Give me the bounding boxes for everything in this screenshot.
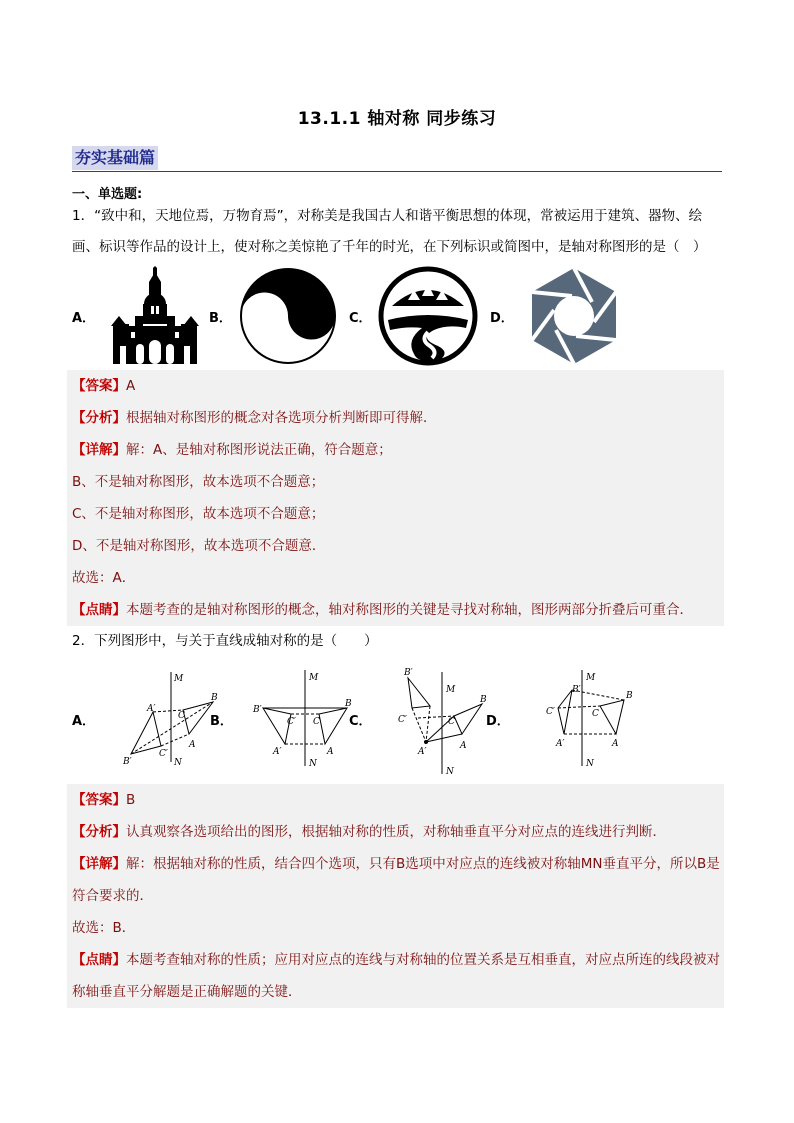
question-1-options bbox=[72, 266, 732, 366]
point-label: C′ bbox=[397, 715, 407, 725]
point-label: C bbox=[312, 717, 320, 727]
point-label: M bbox=[445, 685, 455, 695]
hexagon-aperture-icon bbox=[524, 266, 624, 366]
point-label: C bbox=[178, 711, 185, 721]
answer-value: A bbox=[126, 378, 136, 394]
option-label: D． bbox=[486, 713, 510, 729]
point-label: M bbox=[585, 673, 596, 683]
detail-line: 解：A、是轴对称图形说法正确，符合题意； bbox=[126, 442, 392, 458]
detail-line: D、不是轴对称图形，故本选项不合题意． bbox=[72, 538, 326, 554]
option-label: A． bbox=[72, 713, 96, 729]
section-divider bbox=[72, 171, 722, 172]
detail-tag: 【详解】 bbox=[72, 856, 126, 872]
point-label: B′ bbox=[252, 705, 262, 715]
option-d-figure bbox=[516, 662, 646, 776]
point-label: A′ bbox=[272, 747, 282, 757]
circle-emblem-icon bbox=[378, 266, 478, 366]
option-b-figure bbox=[239, 662, 357, 776]
subsection-heading: 一、单选题: bbox=[72, 187, 143, 202]
point-label: C′ bbox=[159, 749, 168, 759]
point-label: N bbox=[445, 767, 454, 776]
option-label: B． bbox=[209, 310, 232, 326]
option-label: D． bbox=[490, 310, 514, 326]
point-label: C′ bbox=[286, 717, 296, 727]
point-label: C′ bbox=[545, 707, 555, 717]
detail-tag: 【详解】 bbox=[72, 442, 126, 458]
detail-line: C、不是轴对称图形，故本选项不合题意； bbox=[72, 506, 325, 522]
choose-text: 故选：A． bbox=[72, 570, 136, 586]
analysis-tag: 【分析】 bbox=[72, 824, 126, 840]
option-c bbox=[349, 266, 478, 366]
option-a bbox=[72, 662, 219, 776]
option-label: A． bbox=[72, 310, 96, 326]
question-2-answer-block bbox=[67, 784, 724, 1008]
point-label: M bbox=[308, 673, 319, 683]
point-label: A′ bbox=[555, 739, 565, 749]
point-label: N bbox=[174, 758, 182, 768]
detail-text: 解：根据轴对称的性质，结合四个选项，只有B选项中对应点的连线被对称轴MN垂直平分，所以B是符合要求的． bbox=[72, 856, 720, 904]
point-label: A bbox=[611, 739, 619, 749]
point-label: B bbox=[625, 691, 633, 701]
point-label: B′ bbox=[123, 757, 132, 767]
point-label: M bbox=[174, 674, 184, 684]
analysis-text: 认真观察各选项给出的图形，根据轴对称的性质，对称轴垂直平分对应点的连线进行判断． bbox=[126, 824, 666, 840]
option-a bbox=[72, 266, 205, 366]
option-b bbox=[210, 662, 357, 776]
option-label: C． bbox=[349, 310, 372, 326]
question-2-options bbox=[72, 662, 732, 776]
point-label: B′ bbox=[403, 668, 413, 678]
option-a-figure bbox=[101, 662, 219, 776]
option-label: B． bbox=[210, 713, 233, 729]
point-label: B′ bbox=[571, 685, 581, 695]
answer-tag: 【答案】 bbox=[72, 378, 126, 394]
option-b bbox=[209, 266, 338, 366]
point-label: B bbox=[479, 695, 487, 705]
page-title: 13.1.1 轴对称 同步练习 bbox=[297, 109, 497, 129]
point-label: A bbox=[189, 740, 196, 750]
option-d bbox=[490, 266, 624, 366]
question-2-text: 2．下列图形中，与关于直线成轴对称的是（ ） bbox=[72, 633, 378, 649]
option-d bbox=[486, 662, 646, 776]
yin-yang-icon bbox=[238, 266, 338, 366]
answer-value: B bbox=[126, 792, 136, 808]
point-label: A′ bbox=[417, 747, 427, 757]
detail-line: B、不是轴对称图形，故本选项不合题意； bbox=[72, 474, 325, 490]
point-label: C bbox=[447, 717, 455, 727]
point-label: N bbox=[585, 759, 594, 769]
point-label: B bbox=[344, 699, 352, 709]
analysis-tag: 【分析】 bbox=[72, 410, 126, 426]
point-label: A bbox=[326, 747, 334, 757]
choose-text: 故选：B． bbox=[72, 920, 136, 936]
question-1-answer-block bbox=[67, 370, 724, 626]
point-label: A′ bbox=[147, 704, 156, 714]
point-label: C bbox=[591, 709, 599, 719]
answer-tag: 【答案】 bbox=[72, 792, 126, 808]
castle-icon bbox=[105, 266, 205, 366]
comment-tag: 【点睛】 bbox=[72, 952, 126, 968]
point-label: B bbox=[211, 693, 218, 703]
point-label: N bbox=[308, 759, 317, 769]
option-label: C． bbox=[349, 713, 372, 729]
comment-text: 本题考查轴对称的性质；应用对应点的连线与对称轴的位置关系是互相垂直，对应点所连的线段被对称轴垂直平分解题是正确解题的关键． bbox=[72, 952, 720, 1000]
option-c-figure bbox=[378, 662, 496, 776]
analysis-text: 根据轴对称图形的概念对各选项分析判断即可得解． bbox=[126, 410, 437, 426]
point-label: A bbox=[459, 741, 467, 751]
comment-text: 本题考查的是轴对称图形的概念，轴对称图形的关键是寻找对称轴，图形两部分折叠后可重合． bbox=[126, 602, 693, 618]
option-c bbox=[349, 662, 496, 776]
section-heading: 夯实基础篇 bbox=[72, 146, 158, 170]
comment-tag: 【点睛】 bbox=[72, 602, 126, 618]
question-1-text: 1．“致中和，天地位焉，万物育焉”，对称美是我国古人和谐平衡思想的体现，常被运用于建筑、器物、绘画、标识等作品的设计上，使对称之美惊艳了千年的时光，在下列标识或简图中，是轴对称图形的是（ ） bbox=[72, 208, 707, 255]
